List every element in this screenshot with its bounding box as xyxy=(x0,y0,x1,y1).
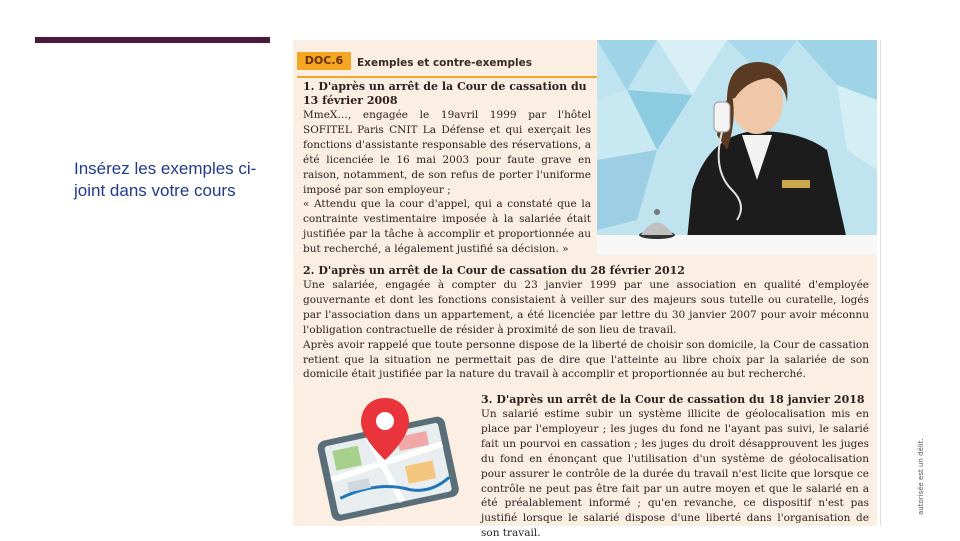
map-illustration xyxy=(305,398,470,518)
copyright-note: autorisée est un délit. xyxy=(917,438,925,515)
section-2-title: 2. D'après un arrêt de la Cour de cassation du 28 février 2012 xyxy=(303,264,685,277)
slide-instruction[interactable]: Insérez les exemples ci-joint dans votre cours xyxy=(74,159,257,200)
doc-header xyxy=(293,48,597,74)
section-1-body: MmeX…, engagée le 19avril 1999 par l'hôtel SOFITEL Paris CNIT La Défense et qui exerçait les fonctions d'assistante responsable des réservations, a été licenciée le 16 mai 2003 pour faute grave en raison, notamment, de son refus de porter l'uniforme imposé par son employeur ; xyxy=(303,109,591,196)
doc-image xyxy=(293,40,877,540)
section-3-title: 3. D'après un arrêt de la Cour de cassation du 18 janvier 2018 xyxy=(481,393,865,406)
receptionist-illustration xyxy=(597,40,877,255)
slide-divider xyxy=(880,40,881,526)
doc-heading: Exemples et contre-exemples xyxy=(357,57,532,69)
doc-header-line xyxy=(297,76,597,78)
section-2 xyxy=(303,264,869,382)
section-2-body-2: Après avoir rappelé que toute personne dispose de la liberté de choisir son domicile, la Cour de cassation retient que la situation ne permettait pas de dire que l'atteinte au libre choix par la salariée de son domicile était justifiée par la nature du travail à accomplir et proportionnée au but recherché. xyxy=(303,338,869,381)
receptionist-photo xyxy=(597,40,877,255)
accent-bar xyxy=(35,37,270,43)
section-1 xyxy=(303,80,591,257)
map-pin-icon xyxy=(305,398,470,518)
section-2-body-1: Une salariée, engagée à compter du 23 janvier 1999 par une association en qualité d'employée gouvernante et dont les fonctions consistaient à veiller sur des majeurs sous tutelle ou curatelle, logés par l'association dans un appartement, a été licenciée par lettre du 30 janvier 2007 pour avoir méconnu l'obligation contractuelle de résider à proximité de son lieu de travail. xyxy=(303,279,869,336)
doc-tag: DOC.6 xyxy=(297,52,351,70)
section-1-quote: « Attendu que la cour d'appel, qui a constaté que la contrainte vestimentaire imposée à la salariée était justifiée par la tâche à accomplir et proportionnée au but recherché, a légalement justifié sa décision. » xyxy=(303,198,591,256)
section-3 xyxy=(481,393,869,541)
section-3-body: Un salarié estime subir un système illicite de géolocalisation mis en place par l'employeur ; les juges du fond ne l'ayant pas suivi, le salarié fait un pourvoi en cassation ; les juges du droit désapprouvent les juges du fond en énonçant que l'utilisation d'un système de géolocalisation pour assurer le contrôle de la durée du travail n'est licite que lorsque ce contrôle ne peut pas être fait par un autre moyen et que le salarié en a été préalablement informé ; qu'en revanche, ce dispositif n'est pas justifié lorsque le salarié dispose d'une liberté dans l'organisation de son travail. xyxy=(481,408,869,540)
section-1-title: 1. D'après un arrêt de la Cour de cassation du 13 février 2008 xyxy=(303,80,587,107)
